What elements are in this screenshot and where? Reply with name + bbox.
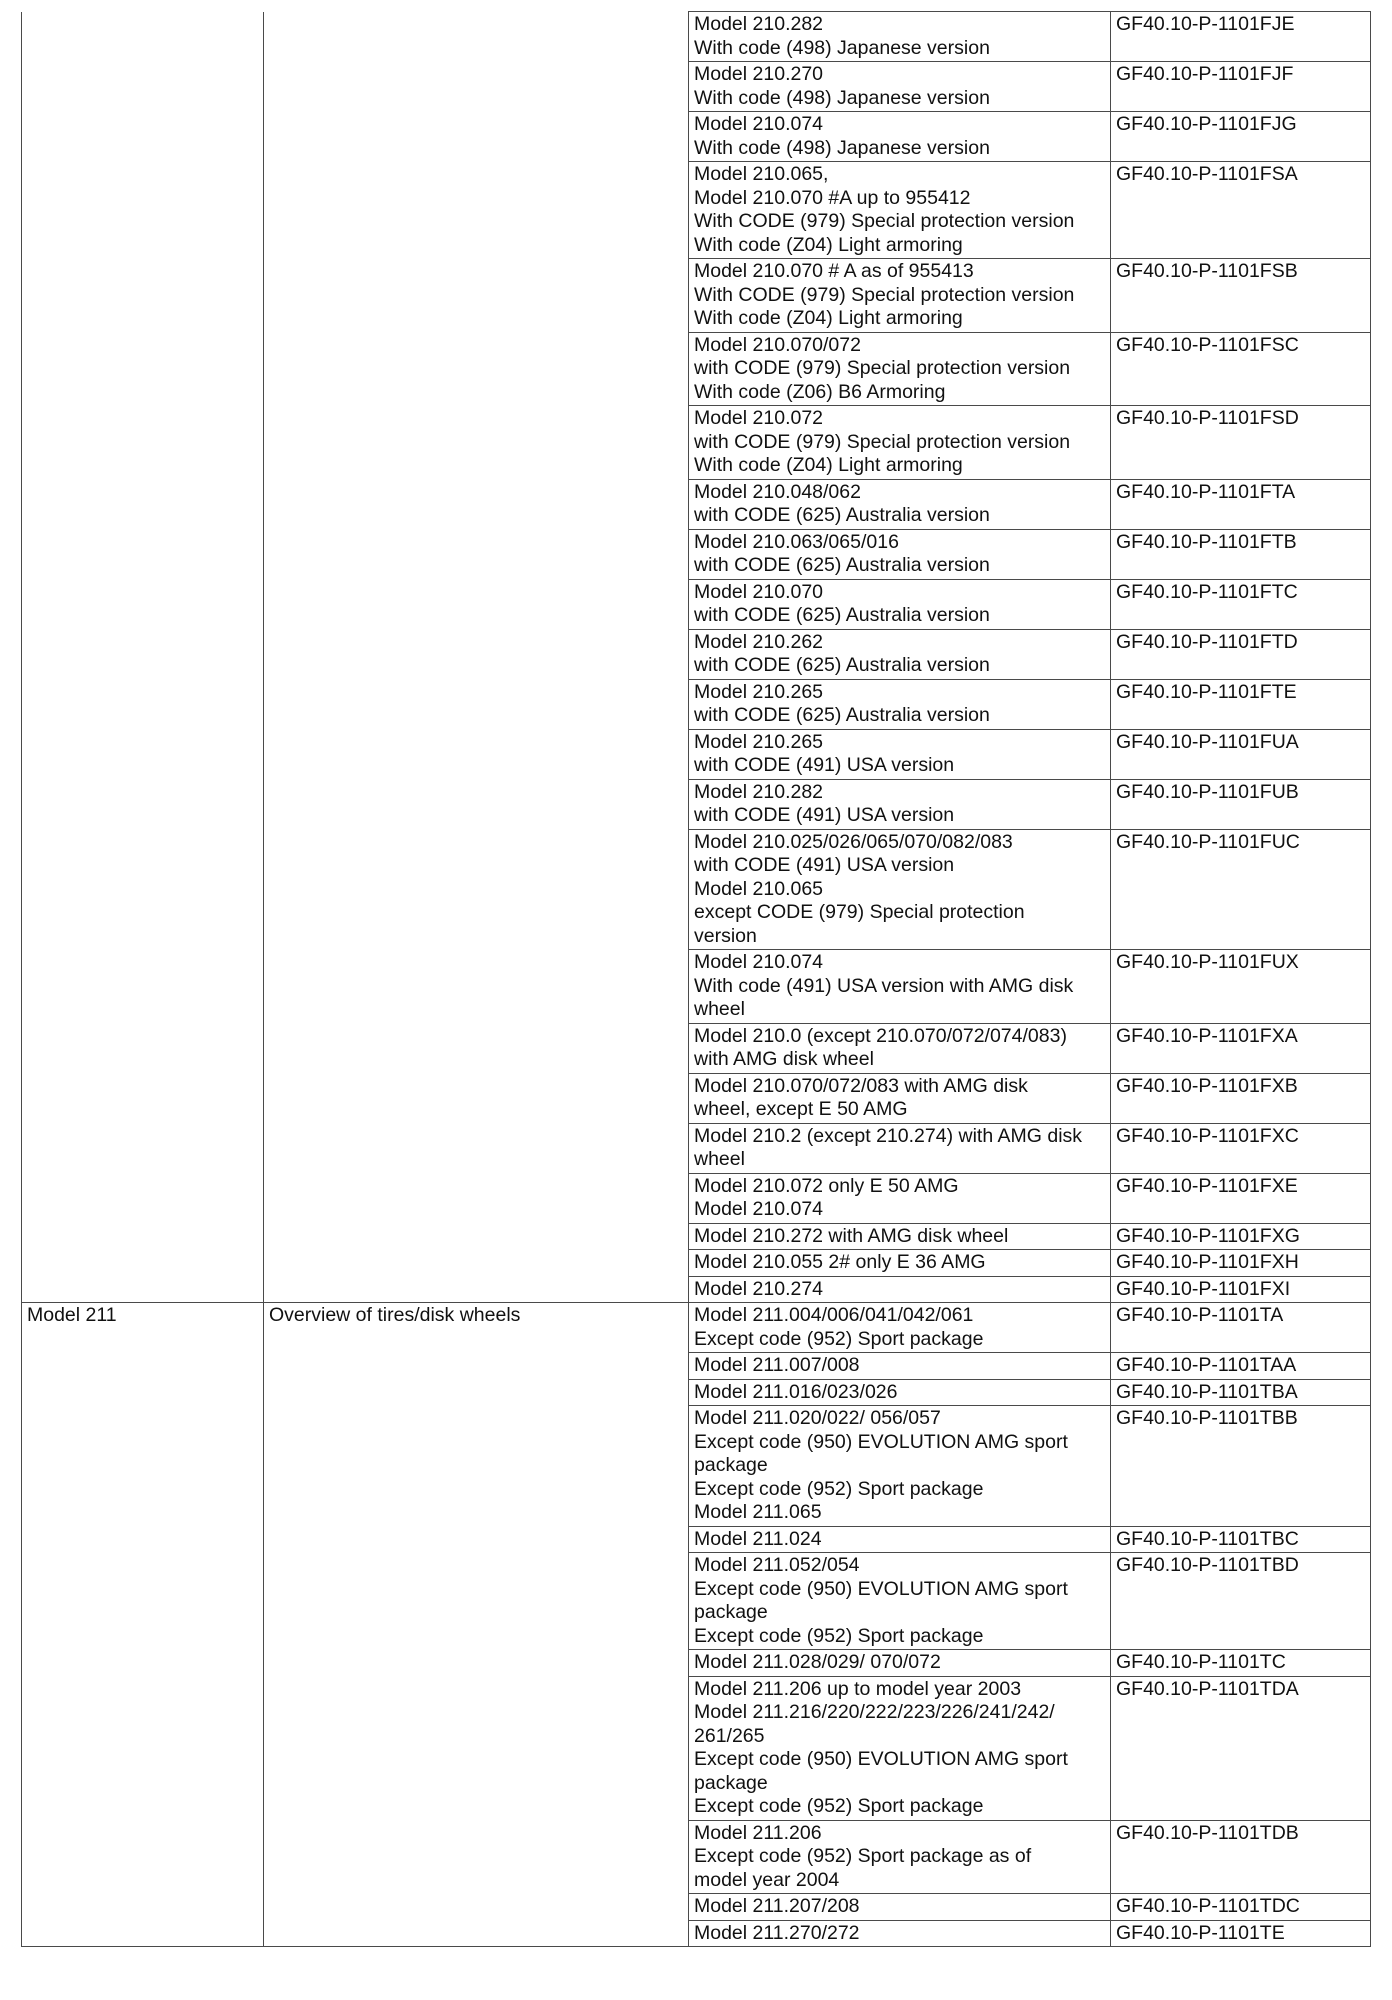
model-description-cell: Model 210.272 with AMG disk wheel: [689, 1223, 1111, 1250]
model-group-cell: [22, 12, 264, 62]
document-id-cell: GF40.10-P-1101FJG: [1111, 112, 1371, 162]
topic-cell: [264, 950, 689, 1024]
document-id-cell: GF40.10-P-1101FJF: [1111, 62, 1371, 112]
model-description-cell: Model 210.265 with CODE (491) USA version: [689, 729, 1111, 779]
topic-cell: [264, 1223, 689, 1250]
table-row: [22, 1920, 1371, 1947]
model-group-cell: [22, 529, 264, 579]
model-group-cell: [22, 1526, 264, 1553]
model-description-cell: Model 210.065, Model 210.070 #A up to 955412 With CODE (979) Special protection version With code (Z04) Light armoring: [689, 162, 1111, 259]
document-id-cell: GF40.10-P-1101TAA: [1111, 1353, 1371, 1380]
model-group-cell: [22, 406, 264, 480]
model-group-cell: [22, 1406, 264, 1527]
table-row: [22, 62, 1371, 112]
model-group-cell: [22, 332, 264, 406]
model-description-cell: Model 211.007/008: [689, 1353, 1111, 1380]
document-id-cell: GF40.10-P-1101FXC: [1111, 1123, 1371, 1173]
topic-cell: [264, 1526, 689, 1553]
document-id-cell: GF40.10-P-1101FTB: [1111, 529, 1371, 579]
topic-cell: [264, 1023, 689, 1073]
table-row: [22, 1276, 1371, 1303]
table-row: [22, 259, 1371, 333]
document-id-cell: GF40.10-P-1101FTD: [1111, 629, 1371, 679]
table-row: [22, 629, 1371, 679]
table-row: [22, 406, 1371, 480]
document-id-cell: GF40.10-P-1101FSC: [1111, 332, 1371, 406]
table-row: [22, 729, 1371, 779]
table-row: [22, 12, 1371, 62]
model-group-cell: [22, 1250, 264, 1277]
model-description-cell: Model 211.207/208: [689, 1894, 1111, 1921]
table-row: [22, 1553, 1371, 1650]
document-id-cell: GF40.10-P-1101FUX: [1111, 950, 1371, 1024]
document-id-cell: GF40.10-P-1101FSA: [1111, 162, 1371, 259]
model-group-cell: [22, 729, 264, 779]
document-id-cell: GF40.10-P-1101FTE: [1111, 679, 1371, 729]
model-description-cell: Model 210.063/065/016 with CODE (625) Australia version: [689, 529, 1111, 579]
document-id-cell: GF40.10-P-1101FXG: [1111, 1223, 1371, 1250]
table-row: [22, 112, 1371, 162]
document-id-cell: GF40.10-P-1101TDA: [1111, 1676, 1371, 1820]
document-id-cell: GF40.10-P-1101TBB: [1111, 1406, 1371, 1527]
table-row: [22, 1526, 1371, 1553]
topic-cell: [264, 1920, 689, 1947]
table-row: [22, 1023, 1371, 1073]
model-group-cell: [22, 1379, 264, 1406]
topic-cell: [264, 1123, 689, 1173]
model-group-cell: [22, 1073, 264, 1123]
topic-cell: [264, 1894, 689, 1921]
topic-cell: [264, 406, 689, 480]
topic-cell: [264, 162, 689, 259]
document-id-cell: GF40.10-P-1101FJE: [1111, 12, 1371, 62]
model-description-cell: Model 211.270/272: [689, 1920, 1111, 1947]
model-description-cell: Model 210.070/072 with CODE (979) Special protection version With code (Z06) B6 Armoring: [689, 332, 1111, 406]
model-group-cell: [22, 1650, 264, 1677]
document-id-cell: GF40.10-P-1101TC: [1111, 1650, 1371, 1677]
table-body: [22, 12, 1371, 1947]
topic-cell: [264, 1276, 689, 1303]
model-group-cell: [22, 259, 264, 333]
model-group-cell: [22, 1223, 264, 1250]
table-row: [22, 1123, 1371, 1173]
model-description-cell: Model 210.072 only E 50 AMG Model 210.074: [689, 1173, 1111, 1223]
model-group-cell: [22, 1173, 264, 1223]
topic-cell: [264, 529, 689, 579]
topic-cell: [264, 12, 689, 62]
document-id-cell: GF40.10-P-1101TDC: [1111, 1894, 1371, 1921]
topic-cell: [264, 259, 689, 333]
topic-cell: [264, 579, 689, 629]
model-description-cell: Model 210.070 with CODE (625) Australia version: [689, 579, 1111, 629]
model-group-cell: [22, 162, 264, 259]
table-row: [22, 1650, 1371, 1677]
model-description-cell: Model 210.055 2# only E 36 AMG: [689, 1250, 1111, 1277]
model-group-cell: [22, 1676, 264, 1820]
model-group-cell: [22, 1276, 264, 1303]
document-id-cell: GF40.10-P-1101TBC: [1111, 1526, 1371, 1553]
model-description-cell: Model 210.282 with CODE (491) USA version: [689, 779, 1111, 829]
model-description-cell: Model 210.074 With code (498) Japanese version: [689, 112, 1111, 162]
topic-cell: [264, 1406, 689, 1527]
model-description-cell: Model 210.074 With code (491) USA version with AMG disk wheel: [689, 950, 1111, 1024]
table-row: [22, 1406, 1371, 1527]
topic-cell: [264, 679, 689, 729]
topic-cell: [264, 779, 689, 829]
model-description-cell: Model 210.0 (except 210.070/072/074/083) with AMG disk wheel: [689, 1023, 1111, 1073]
table-row: [22, 1894, 1371, 1921]
model-group-cell: [22, 1023, 264, 1073]
model-description-cell: Model 211.206 Except code (952) Sport package as of model year 2004: [689, 1820, 1111, 1894]
table-row: [22, 1820, 1371, 1894]
document-id-cell: GF40.10-P-1101FXE: [1111, 1173, 1371, 1223]
document-id-cell: GF40.10-P-1101FUC: [1111, 829, 1371, 950]
document-id-cell: GF40.10-P-1101TBD: [1111, 1553, 1371, 1650]
document-id-cell: GF40.10-P-1101FXA: [1111, 1023, 1371, 1073]
topic-cell: [264, 1173, 689, 1223]
model-group-cell: [22, 829, 264, 950]
topic-cell: [264, 479, 689, 529]
topic-cell: [264, 112, 689, 162]
model-group-cell: [22, 1353, 264, 1380]
model-description-cell: Model 210.048/062 with CODE (625) Australia version: [689, 479, 1111, 529]
document-id-cell: GF40.10-P-1101FXI: [1111, 1276, 1371, 1303]
topic-cell: [264, 1650, 689, 1677]
topic-cell: [264, 629, 689, 679]
topic-cell: [264, 62, 689, 112]
table-row: [22, 1250, 1371, 1277]
document-id-cell: GF40.10-P-1101FTC: [1111, 579, 1371, 629]
document-id-cell: GF40.10-P-1101TA: [1111, 1303, 1371, 1353]
model-group-cell: [22, 950, 264, 1024]
topic-cell: [264, 332, 689, 406]
document-id-cell: GF40.10-P-1101TBA: [1111, 1379, 1371, 1406]
model-group-cell: Model 211: [22, 1303, 264, 1353]
document-id-cell: GF40.10-P-1101FSB: [1111, 259, 1371, 333]
model-description-cell: Model 210.025/026/065/070/082/083 with CODE (491) USA version Model 210.065 except CODE (979) Special protection version: [689, 829, 1111, 950]
topic-cell: [264, 1250, 689, 1277]
model-description-cell: Model 211.206 up to model year 2003 Model 211.216/220/222/223/226/241/242/ 261/265 Except code (950) EVOLUTION AMG sport package Except code (952) Sport package: [689, 1676, 1111, 1820]
table-row: [22, 1676, 1371, 1820]
table-row: [22, 779, 1371, 829]
topic-cell: Overview of tires/disk wheels: [264, 1303, 689, 1353]
table-row: [22, 529, 1371, 579]
model-group-cell: [22, 1920, 264, 1947]
table-row: [22, 1379, 1371, 1406]
topic-cell: [264, 729, 689, 779]
model-description-cell: Model 211.024: [689, 1526, 1111, 1553]
document-id-cell: GF40.10-P-1101FUB: [1111, 779, 1371, 829]
document-id-cell: GF40.10-P-1101FXB: [1111, 1073, 1371, 1123]
topic-cell: [264, 1353, 689, 1380]
table-row: [22, 829, 1371, 950]
table-row: [22, 1303, 1371, 1353]
table-row: [22, 1173, 1371, 1223]
model-group-cell: [22, 1894, 264, 1921]
table-row: [22, 332, 1371, 406]
document-id-cell: GF40.10-P-1101FXH: [1111, 1250, 1371, 1277]
model-group-cell: [22, 1553, 264, 1650]
model-description-cell: Model 211.052/054 Except code (950) EVOLUTION AMG sport package Except code (952) Sport package: [689, 1553, 1111, 1650]
model-group-cell: [22, 629, 264, 679]
document-id-cell: GF40.10-P-1101TDB: [1111, 1820, 1371, 1894]
model-group-cell: [22, 579, 264, 629]
document-id-cell: GF40.10-P-1101FTA: [1111, 479, 1371, 529]
table-row: [22, 950, 1371, 1024]
model-group-cell: [22, 779, 264, 829]
document-id-cell: GF40.10-P-1101TE: [1111, 1920, 1371, 1947]
document-id-cell: GF40.10-P-1101FUA: [1111, 729, 1371, 779]
model-description-cell: Model 210.070 # A as of 955413 With CODE (979) Special protection version With code (Z04) Light armoring: [689, 259, 1111, 333]
table-row: [22, 579, 1371, 629]
model-description-cell: Model 210.282 With code (498) Japanese version: [689, 12, 1111, 62]
topic-cell: [264, 1553, 689, 1650]
table-row: [22, 1353, 1371, 1380]
model-description-cell: Model 210.070/072/083 with AMG disk wheel, except E 50 AMG: [689, 1073, 1111, 1123]
table-row: [22, 162, 1371, 259]
model-group-cell: [22, 62, 264, 112]
model-description-cell: Model 210.072 with CODE (979) Special protection version With code (Z04) Light armoring: [689, 406, 1111, 480]
model-description-cell: Model 210.270 With code (498) Japanese version: [689, 62, 1111, 112]
model-description-cell: Model 211.028/029/ 070/072: [689, 1650, 1111, 1677]
model-description-cell: Model 210.2 (except 210.274) with AMG disk wheel: [689, 1123, 1111, 1173]
model-description-cell: Model 210.274: [689, 1276, 1111, 1303]
model-group-cell: [22, 1820, 264, 1894]
topic-cell: [264, 829, 689, 950]
topic-cell: [264, 1379, 689, 1406]
model-group-cell: [22, 479, 264, 529]
model-description-cell: Model 210.265 with CODE (625) Australia version: [689, 679, 1111, 729]
table-row: [22, 1073, 1371, 1123]
model-description-cell: Model 211.020/022/ 056/057 Except code (950) EVOLUTION AMG sport package Except code (952) Sport package Model 211.065: [689, 1406, 1111, 1527]
model-group-cell: [22, 112, 264, 162]
topic-cell: [264, 1073, 689, 1123]
topic-cell: [264, 1820, 689, 1894]
document-id-cell: GF40.10-P-1101FSD: [1111, 406, 1371, 480]
table-row: [22, 1223, 1371, 1250]
tire-wheel-reference-table: [21, 11, 1371, 1947]
model-description-cell: Model 210.262 with CODE (625) Australia version: [689, 629, 1111, 679]
model-description-cell: Model 211.016/023/026: [689, 1379, 1111, 1406]
model-group-cell: [22, 1123, 264, 1173]
table-row: [22, 679, 1371, 729]
model-group-cell: [22, 679, 264, 729]
topic-cell: [264, 1676, 689, 1820]
table-row: [22, 479, 1371, 529]
model-description-cell: Model 211.004/006/041/042/061 Except code (952) Sport package: [689, 1303, 1111, 1353]
